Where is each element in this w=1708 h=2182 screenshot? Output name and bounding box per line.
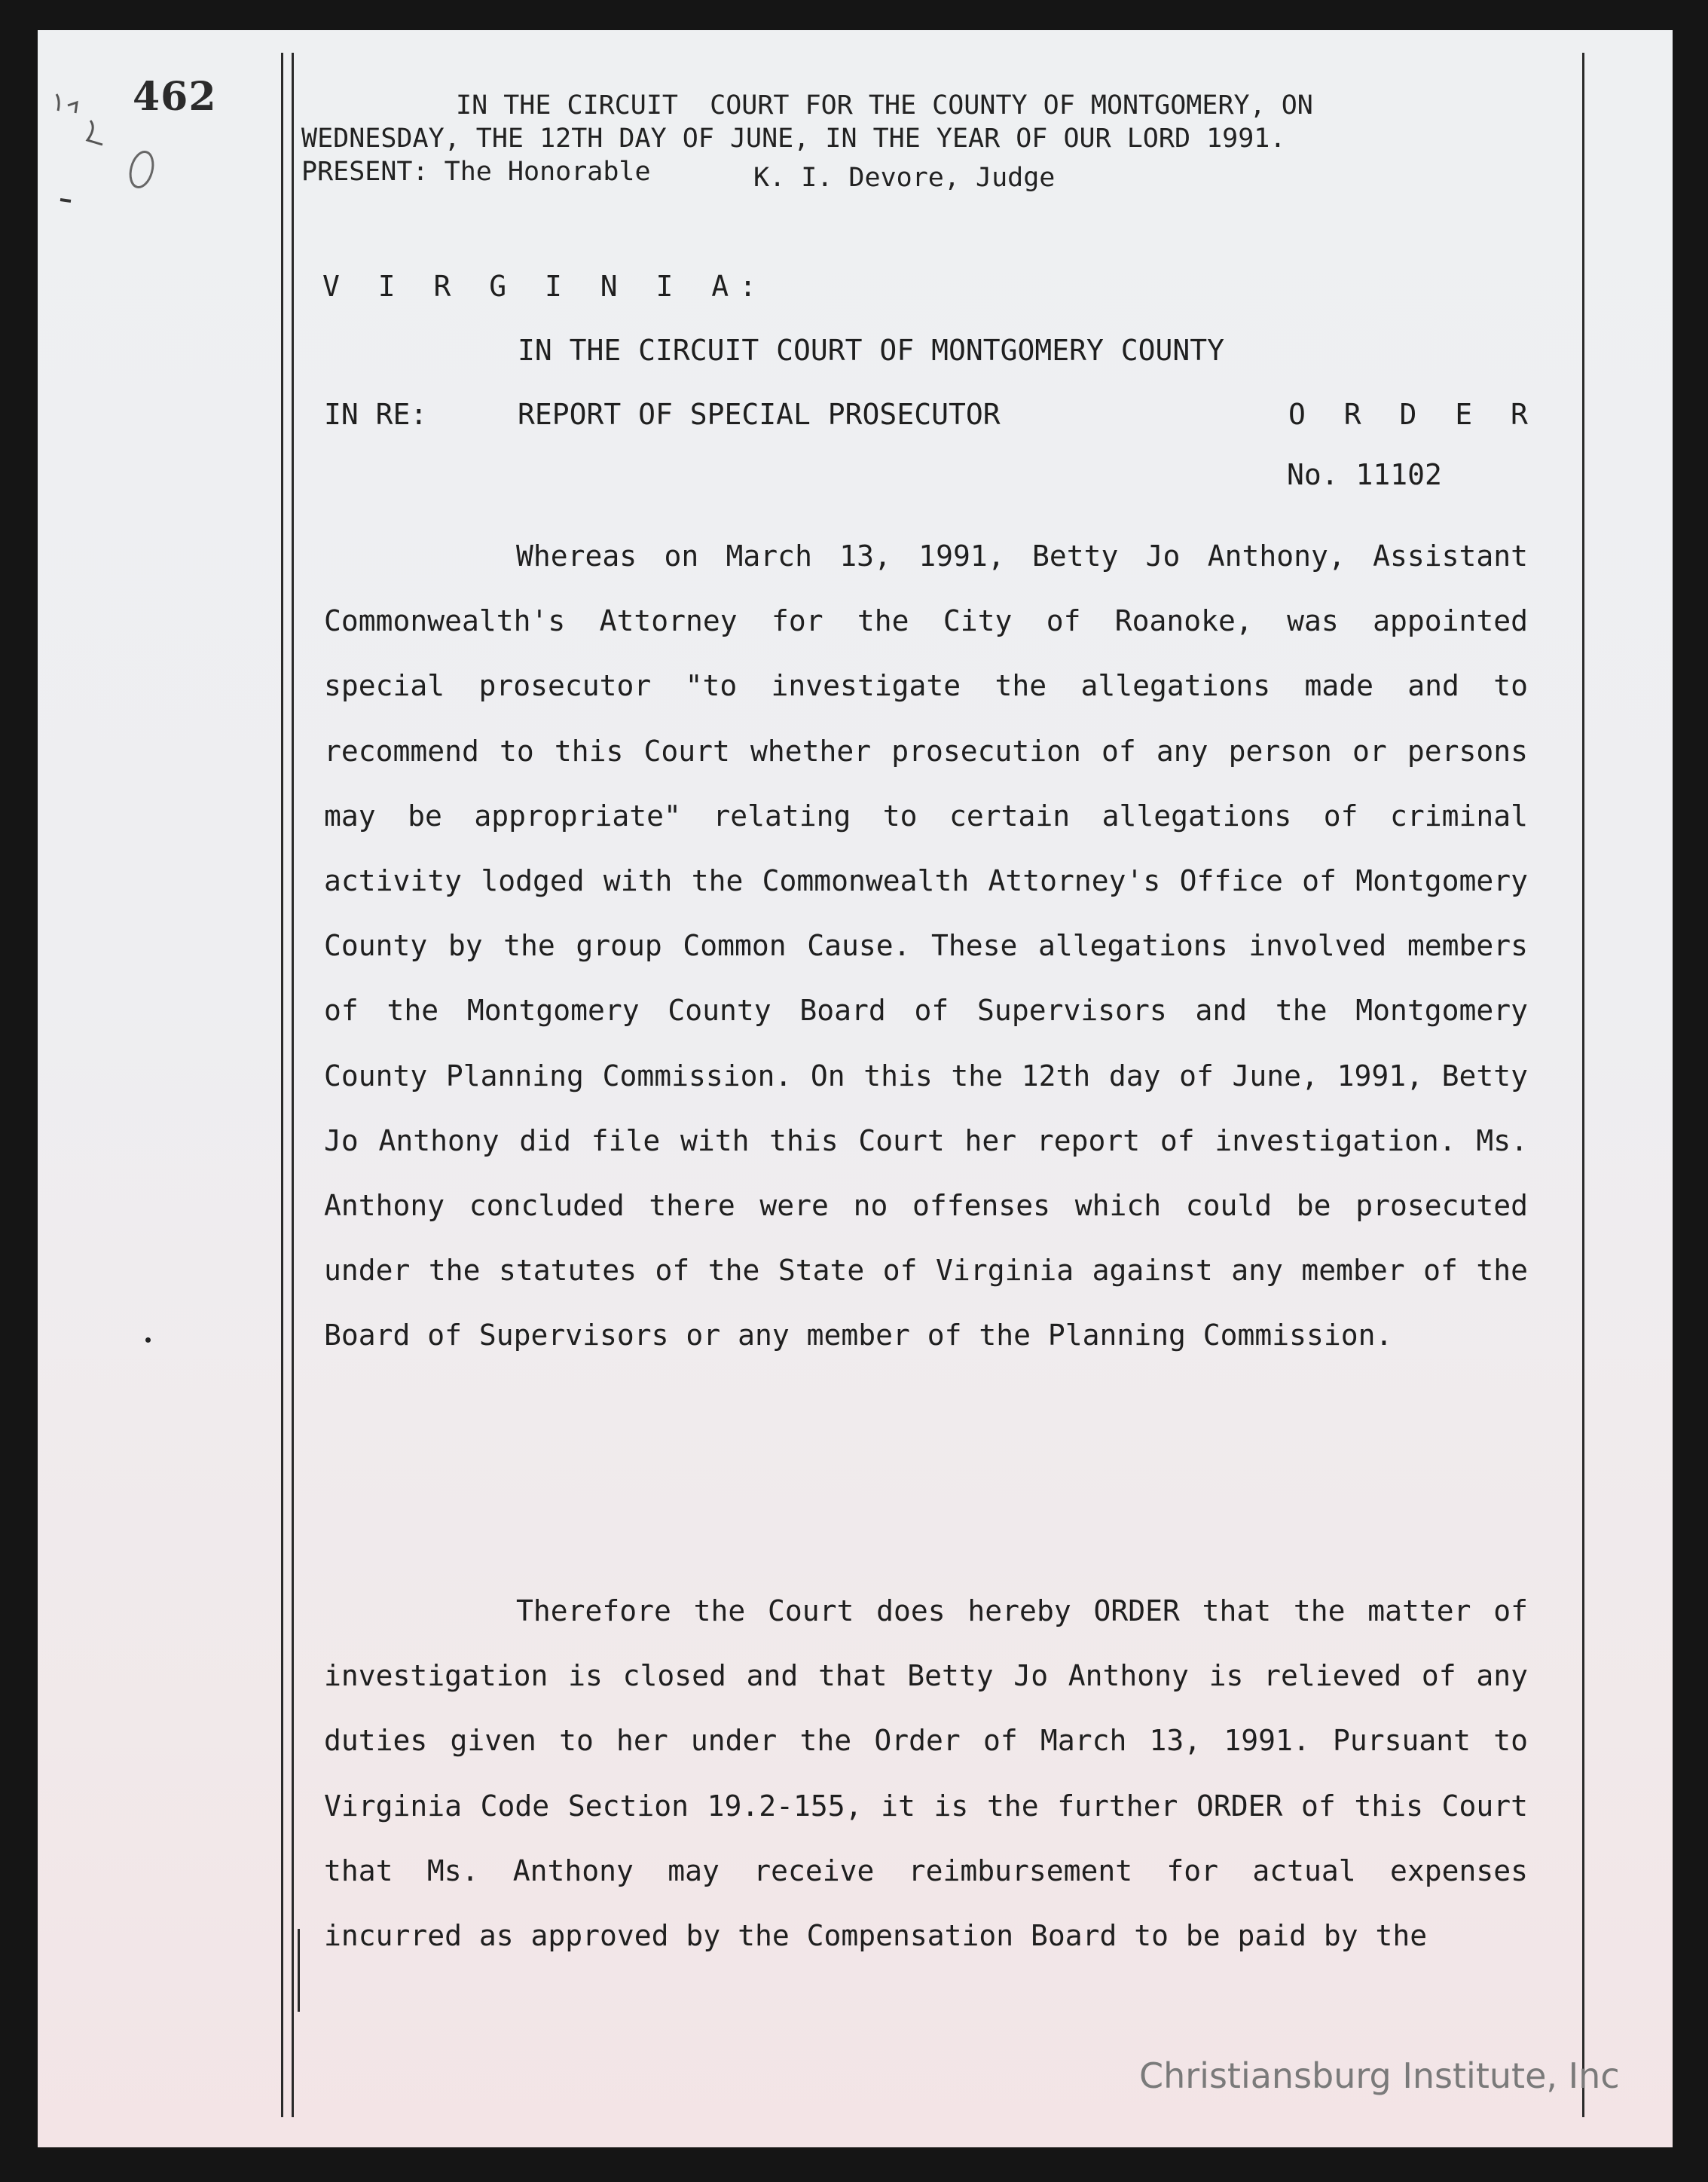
- page-number: 462: [133, 74, 217, 120]
- margin-rule-right: [1582, 53, 1584, 2117]
- margin-rule-left-outer: [281, 53, 283, 2117]
- handwritten-marks: [45, 75, 196, 226]
- court-title: IN THE CIRCUIT COURT OF MONTGOMERY COUNTY: [518, 334, 1224, 367]
- stray-mark: [145, 1337, 151, 1343]
- order-number: No. 11102: [1287, 458, 1442, 491]
- header-line-1: IN THE CIRCUIT COURT FOR THE COUNTY OF MONTGOMERY, ON: [456, 90, 1313, 121]
- body-paragraph-2: Therefore the Court does hereby ORDER that the matter of investigation is closed and that Betty Jo Anthony is relieved of any duties given to her under the Order of March 13, 1991. Pursuant to Virginia Code Section 19.2-155, it is the further ORDER of this Court that Ms. Anthony may receive reimbursement for actual expenses incurred as approved by the Compensation Board to be paid by the: [324, 1594, 1528, 1953]
- margin-rule-left-inner: [292, 53, 294, 2117]
- document-page: [38, 30, 1673, 2147]
- header-line-3: PRESENT: The Honorable: [301, 157, 651, 187]
- in-re-label: IN RE:: [324, 398, 428, 431]
- header-line-2: WEDNESDAY, THE 12TH DAY OF JUNE, IN THE YEAR OF OUR LORD 1991.: [301, 124, 1286, 154]
- watermark: Christiansburg Institute, Inc: [1139, 2055, 1620, 2096]
- state-heading: V I R G I N I A:: [322, 270, 768, 303]
- body-paragraph-1: Whereas on March 13, 1991, Betty Jo Anthony, Assistant Commonwealth's Attorney for the City of Roanoke, was appointed special prosecutor "to investigate the allegations made and to recommend to this Court whether prosecution of any person or persons may be appropriate" relating to certain allegations of criminal activity lodged with the Commonwealth Attorney's Office of Montgomery County by the group Common Cause. These allegations involved members of the Montgomery County Board of Supervisors and the Montgomery County Planning Commission. On this the 12th day of June, 1991, Betty Jo Anthony did file with this Court her report of investigation. Ms. Anthony concluded there were no offenses which could be prosecuted under the statutes of the State of Virginia against any member of the Board of Supervisors or any member of the Planning Commission.: [324, 539, 1528, 1352]
- margin-mark: [298, 1929, 300, 2012]
- judge-name: K. I. Devore, Judge: [753, 163, 1056, 193]
- case-title: REPORT OF SPECIAL PROSECUTOR: [518, 398, 1001, 431]
- document-type: O R D E R: [1288, 398, 1538, 431]
- court-session-header: [301, 89, 1567, 288]
